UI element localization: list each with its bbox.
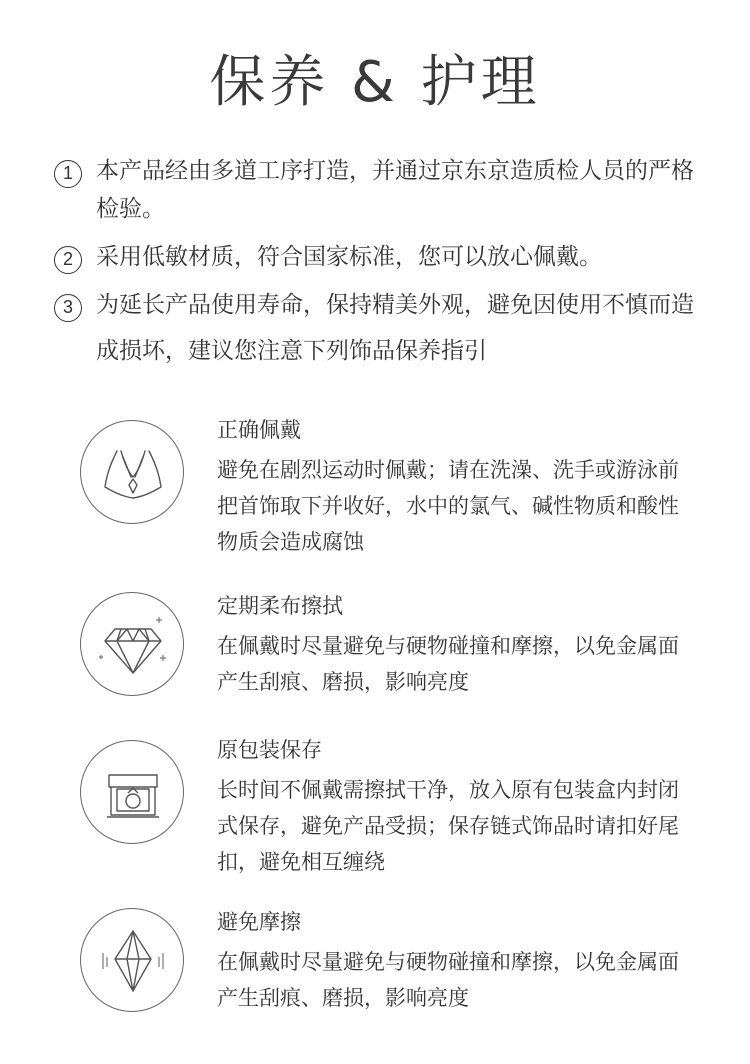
note-item <box>54 152 704 228</box>
page-title: 保养 & 护理 <box>209 50 541 115</box>
crystal-icon <box>80 908 184 1012</box>
note-number: 1 <box>54 160 82 188</box>
ring-box-icon <box>80 740 184 844</box>
necklace-icon <box>80 420 184 524</box>
note-number: 2 <box>54 246 82 274</box>
note-item <box>54 238 704 276</box>
item-title: 避免摩擦 <box>217 910 301 934</box>
item-description: 在佩戴时尽量避免与硬物碰撞和摩擦，以免金属面产生刮痕、磨损，影响亮度 <box>217 950 679 1010</box>
item-description: 长时间不佩戴需擦拭干净，放入原有包装盒内封闭式保存，避免产品受损；保存链式饰品时请扣好尾扣，避免相互缠绕 <box>217 778 679 874</box>
care-notes <box>54 152 704 384</box>
item-description: 避免在剧烈运动时佩戴；请在洗澡、洗手或游泳前把首饰取下并收好，水中的氯气、碱性物质和酸性物质会造成腐蚀 <box>217 458 679 554</box>
note-text: 本产品经由多道工序打造，并通过京东京造质检人员的严格检验。 <box>96 158 694 222</box>
item-title: 正确佩戴 <box>217 418 301 442</box>
note-text: 采用低敏材质，符合国家标准，您可以放心佩戴。 <box>96 244 602 270</box>
note-text: 为延长产品使用寿命，保持精美外观，避免因使用不慎而造成损坏，建议您注意下列饰品保养指引 <box>96 292 694 364</box>
note-item <box>54 286 704 374</box>
note-number: 3 <box>54 294 82 322</box>
item-title: 原包装保存 <box>217 738 322 762</box>
diamond-icon <box>80 592 184 696</box>
item-description: 在佩戴时尽量避免与硬物碰撞和摩擦，以免金属面产生刮痕、磨损，影响亮度 <box>217 634 679 694</box>
item-title: 定期柔布擦拭 <box>217 594 343 618</box>
